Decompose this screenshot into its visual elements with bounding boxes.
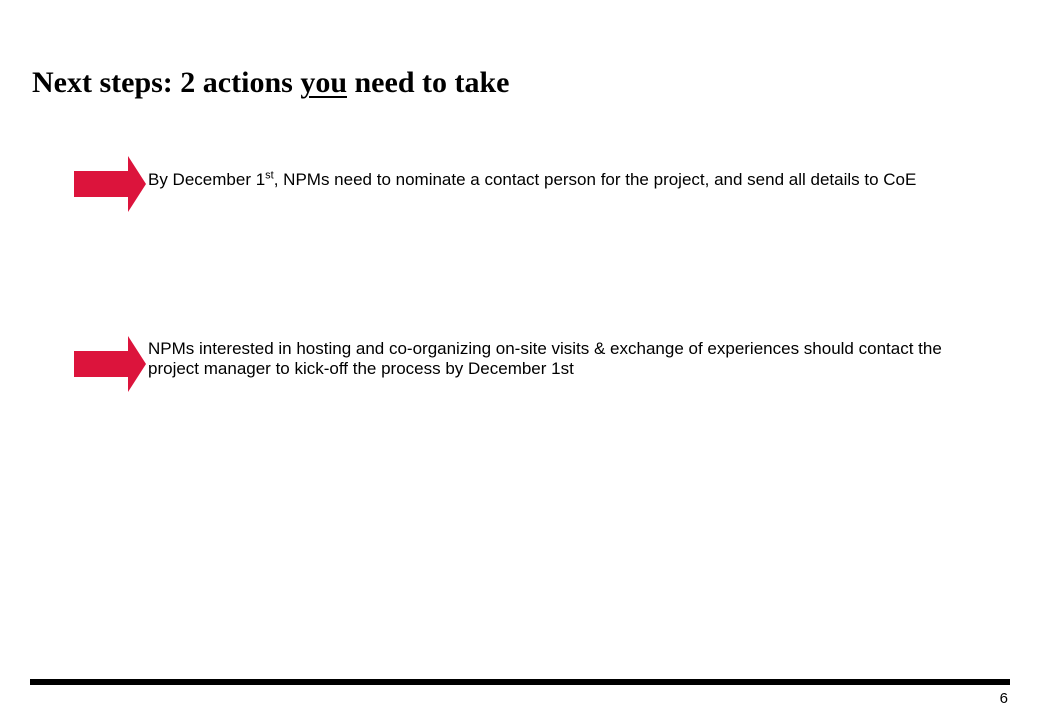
slide-title (32, 63, 509, 103)
action-1-text-b: , NPMs need to nominate a contact person for the project, and send all details to CoE (273, 170, 917, 189)
title-emphasis: you (300, 66, 347, 99)
arrow-shape (74, 336, 146, 392)
action-1-superscript: st (265, 169, 274, 182)
title-suffix: need to take (347, 66, 510, 99)
page-number: 6 (999, 690, 1008, 707)
title-prefix: Next steps: 2 actions (32, 66, 301, 99)
action-item-1 (148, 170, 988, 190)
right-arrow-icon (74, 336, 146, 392)
arrow-shape (74, 156, 146, 212)
action-item-2: NPMs interested in hosting and co-organizing on-site visits & exchange of experiences should contact the project manager to kick-off the process by December 1st (148, 339, 942, 378)
footer-divider (30, 679, 1010, 685)
action-1-text-a: By December 1 (148, 170, 266, 189)
right-arrow-icon (74, 156, 146, 212)
